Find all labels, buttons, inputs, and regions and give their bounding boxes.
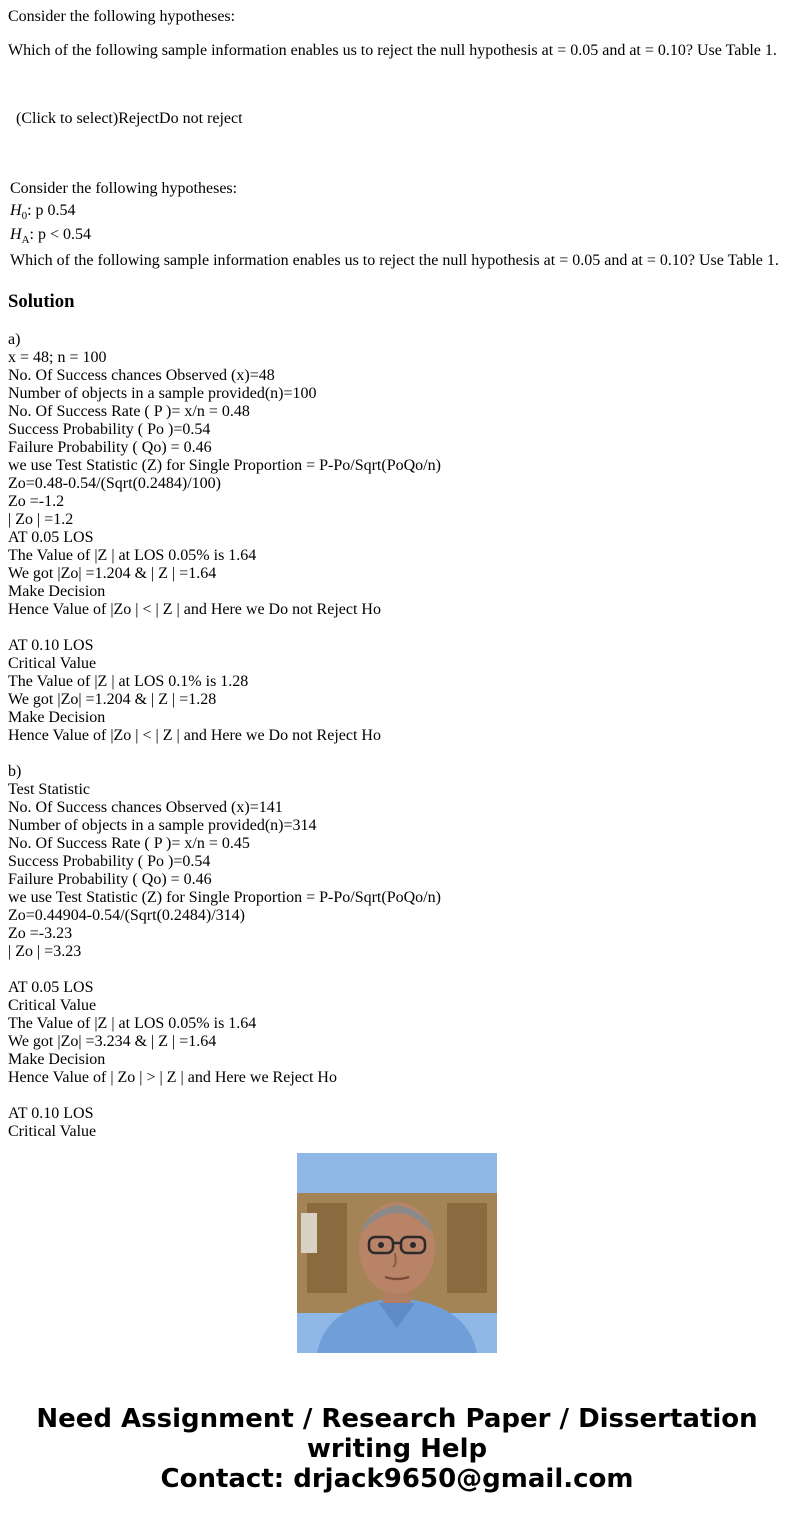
solution-line: we use Test Statistic (Z) for Single Proportion = P-Po/Sqrt(PoQo/n) [8,889,441,906]
solution-line: AT 0.05 LOS [8,979,94,996]
solution-line: No. Of Success chances Observed (x)=48 [8,367,275,384]
ha-symbol: H [10,226,22,243]
solution-line: Hence Value of |Zo | < | Z | and Here we Do not Reject Ho [8,601,381,618]
solution-line [8,961,788,979]
footer-line-1: Need Assignment / Research Paper / Dissertation [36,1404,758,1434]
solution-line: No. Of Success Rate ( P )= x/n = 0.48 [8,403,250,420]
footer-contact [0,1404,794,1494]
author-portrait-image [297,1153,497,1353]
ha-text: : p < 0.54 [29,226,91,243]
solution-line [8,745,788,763]
solution-line: Zo=0.44904-0.54/(Sqrt(0.2484)/314) [8,907,245,924]
solution-line: AT 0.10 LOS [8,1105,94,1122]
solution-line: Number of objects in a sample provided(n)=314 [8,817,317,834]
question-prompt: Which of the following sample information enables us to reject the null hypothesis at = 0.05 and at = 0.10? Use Table 1. [8,42,777,59]
answer-select[interactable]: (Click to select)RejectDo not reject [16,110,243,127]
h0-symbol: H [10,202,22,219]
solution-line: The Value of |Z | at LOS 0.1% is 1.28 [8,673,249,690]
hypotheses-intro: Consider the following hypotheses: [10,180,238,197]
solution-line: Hence Value of | Zo | > | Z | and Here we Reject Ho [8,1069,337,1086]
h0-subscript: 0 [21,210,28,222]
h0-text: : p 0.54 [27,202,76,219]
solution-line: No. Of Success Rate ( P )= x/n = 0.45 [8,835,250,852]
footer-line-3: Contact: drjack9650@gmail.com [160,1464,634,1494]
solution-line: Make Decision [8,583,106,600]
solution-line: The Value of |Z | at LOS 0.05% is 1.64 [8,547,257,564]
solution-line: Success Probability ( Po )=0.54 [8,853,211,870]
solution-line: No. Of Success chances Observed (x)=141 [8,799,283,816]
solution-line: x = 48; n = 100 [8,349,107,366]
solution-line: AT 0.10 LOS [8,637,94,654]
solution-line: b) [8,763,22,780]
hypotheses-prompt: Which of the following sample information enables us to reject the null hypothesis at = 0.05 and at = 0.10? Use Table 1. [10,252,779,269]
solution-line: Critical Value [8,655,97,672]
solution-line: Hence Value of |Zo | < | Z | and Here we Do not Reject Ho [8,727,381,744]
solution-line: Zo=0.48-0.54/(Sqrt(0.2484)/100) [8,475,221,492]
solution-line: Zo =-3.23 [8,925,73,942]
solution-line: The Value of |Z | at LOS 0.05% is 1.64 [8,1015,257,1032]
solution-line: We got |Zo| =1.204 & | Z | =1.64 [8,565,217,582]
footer-line-2: writing Help [306,1434,488,1464]
solution-line: We got |Zo| =3.234 & | Z | =1.64 [8,1033,217,1050]
solution-line: a) [8,331,21,348]
author-avatar [297,1153,497,1353]
solution-line: Test Statistic [8,781,90,798]
alternative-hypothesis [10,226,91,244]
solution-line: Failure Probability ( Qo) = 0.46 [8,439,212,456]
solution-line: Zo =-1.2 [8,493,65,510]
solution-line: we use Test Statistic (Z) for Single Proportion = P-Po/Sqrt(PoQo/n) [8,457,441,474]
ha-subscript: A [21,234,30,246]
solution-line: We got |Zo| =1.204 & | Z | =1.28 [8,691,217,708]
solution-heading: Solution [8,291,75,312]
solution-line [8,619,788,637]
solution-line: | Zo | =3.23 [8,943,82,960]
solution-line: Failure Probability ( Qo) = 0.46 [8,871,212,888]
solution-line: Make Decision [8,709,106,726]
solution-line: Make Decision [8,1051,106,1068]
solution-body [8,331,788,1140]
solution-line: Number of objects in a sample provided(n)=100 [8,385,317,402]
solution-line [8,1087,788,1105]
null-hypothesis [10,202,76,220]
solution-line: Critical Value [8,1123,97,1140]
solution-line: | Zo | =1.2 [8,511,74,528]
solution-line: Success Probability ( Po )=0.54 [8,421,211,438]
solution-line: AT 0.05 LOS [8,529,94,546]
solution-line: Critical Value [8,997,97,1014]
question-intro: Consider the following hypotheses: [8,8,236,25]
